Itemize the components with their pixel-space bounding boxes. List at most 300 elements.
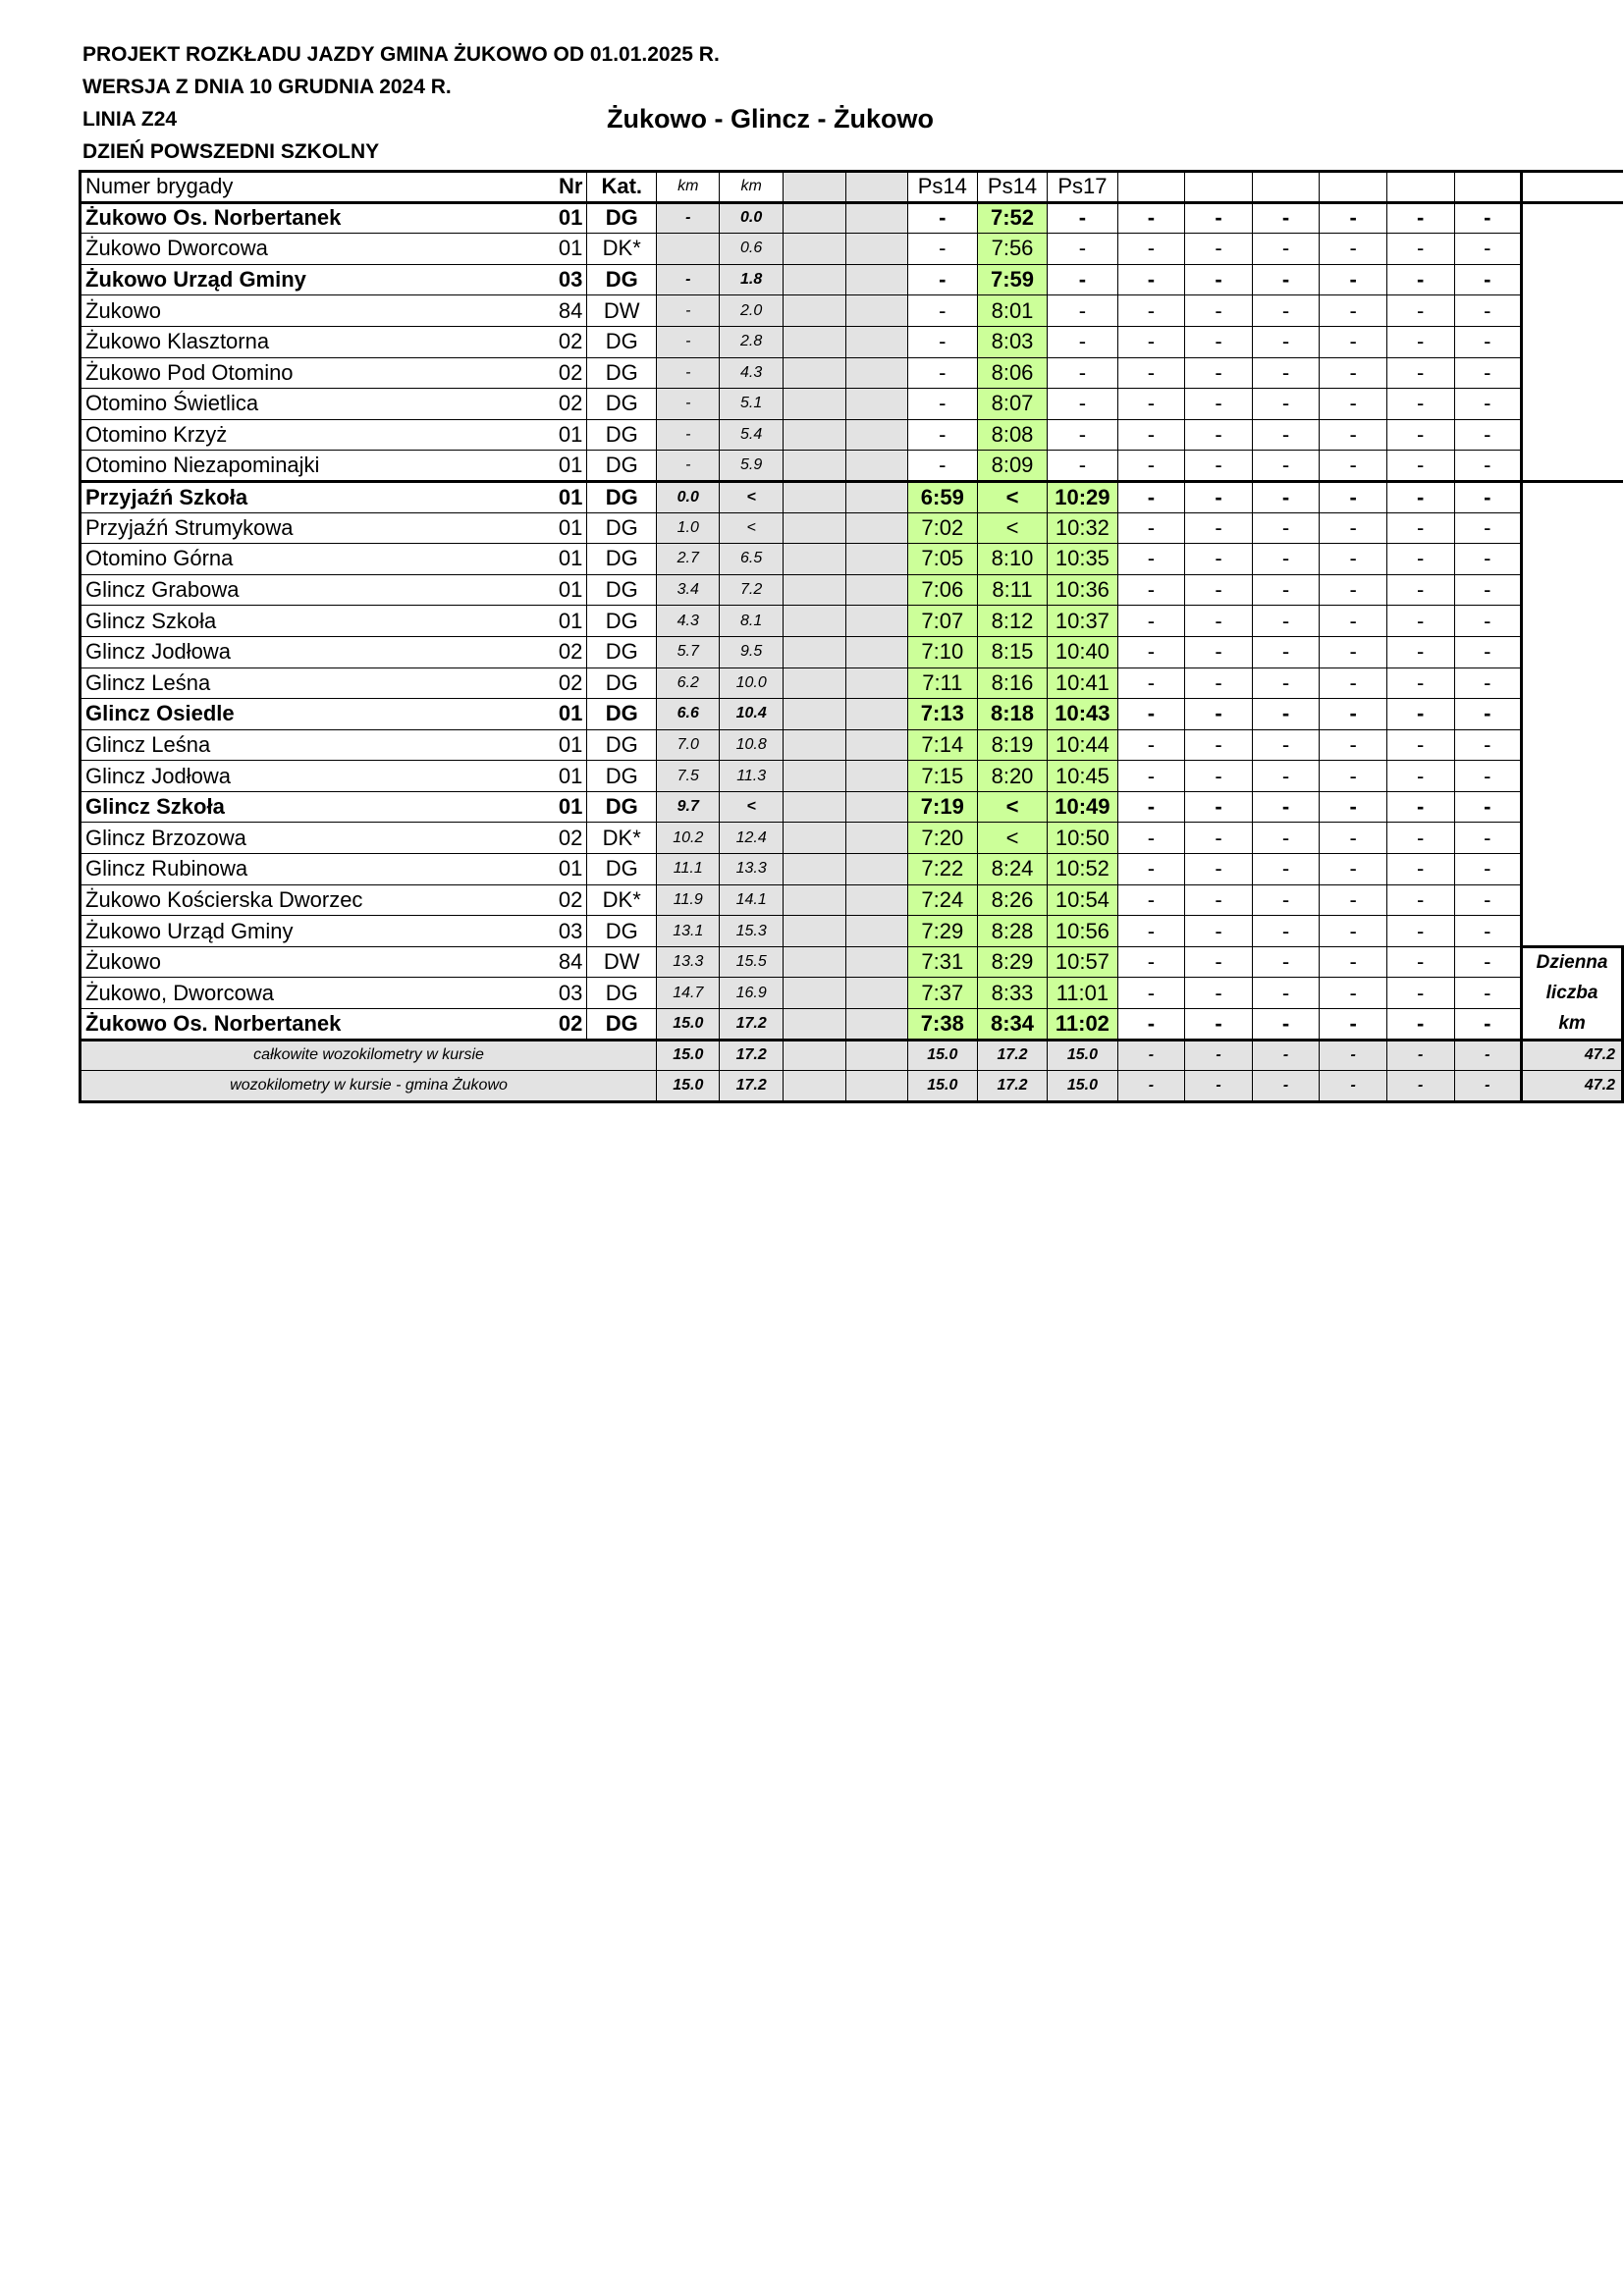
stop-number: 02 [501,357,587,389]
departure-time: - [1252,854,1320,885]
column-header-brigade [1185,172,1253,203]
blank-column-cell [783,978,845,1009]
distance-km1: 11.9 [657,884,720,916]
distance-km2: 15.3 [720,916,783,947]
departure-time: - [1386,1009,1454,1041]
stop-number: 84 [501,295,587,327]
summary-row [81,1071,1623,1102]
departure-time: - [1320,544,1387,575]
departure-time: - [1252,606,1320,637]
stop-number: 03 [501,978,587,1009]
departure-time: 10:37 [1048,606,1118,637]
departure-time: 7:29 [907,916,977,947]
table-row [81,451,1623,482]
departure-time: - [1117,544,1185,575]
daily-km-label: liczba [1522,978,1623,1009]
column-header-brigade [1117,172,1185,203]
departure-time: - [1252,264,1320,295]
summary-trip-km: - [1185,1040,1253,1071]
departure-time: < [977,823,1047,854]
departure-time: 8:18 [977,699,1047,730]
departure-time: 7:13 [907,699,977,730]
departure-time: - [1454,451,1522,482]
departure-time: - [1117,357,1185,389]
empty-cell [1522,761,1623,792]
stop-number: 02 [501,884,587,916]
stop-number: 01 [501,761,587,792]
departure-time: - [1048,451,1118,482]
distance-km2: 0.6 [720,234,783,265]
departure-time: - [1320,729,1387,761]
departure-time: - [1185,667,1253,699]
departure-time: - [1185,295,1253,327]
departure-time: - [1320,791,1387,823]
table-row [81,729,1623,761]
stop-number: 84 [501,946,587,978]
header-day-type: DZIEŃ POWSZEDNI SZKOLNY [82,140,380,163]
departure-time: - [1320,946,1387,978]
stop-category: DG [587,544,657,575]
blank-column-cell [783,823,845,854]
distance-km1: - [657,357,720,389]
blank-column-cell [783,451,845,482]
departure-time: - [1252,791,1320,823]
empty-cell [1522,481,1623,512]
distance-km2: 7.2 [720,574,783,606]
departure-time: - [1252,512,1320,544]
stop-category: DG [587,451,657,482]
stop-number: 01 [501,234,587,265]
departure-time: - [1252,357,1320,389]
stop-category: DG [587,389,657,420]
distance-km1: 14.7 [657,978,720,1009]
distance-km1: - [657,451,720,482]
blank-column-cell [783,916,845,947]
departure-time: 7:10 [907,636,977,667]
blank-column-cell [783,667,845,699]
distance-km2: 12.4 [720,823,783,854]
empty-cell [1522,916,1623,947]
departure-time: - [1048,234,1118,265]
summary-trip-km: - [1117,1040,1185,1071]
departure-time: - [1320,1009,1387,1041]
empty-cell [1522,451,1623,482]
departure-time: - [1185,606,1253,637]
departure-time: - [1185,326,1253,357]
blank-column-cell [846,389,907,420]
empty-cell [1522,202,1623,234]
blank-column-cell [783,606,845,637]
departure-time: - [1117,699,1185,730]
summary-trip-km: 17.2 [977,1040,1047,1071]
column-header-brigade: Ps17 [1048,172,1118,203]
stop-number: 01 [501,202,587,234]
stop-number: 01 [501,419,587,451]
empty-cell [1522,606,1623,637]
departure-time: - [1386,978,1454,1009]
table-row [81,791,1623,823]
stop-number: 01 [501,606,587,637]
departure-time: 8:03 [977,326,1047,357]
table-row [81,264,1623,295]
distance-km1: 5.7 [657,636,720,667]
departure-time: - [1454,636,1522,667]
blank-column-cell [846,916,907,947]
summary-trip-km: - [1117,1071,1185,1102]
distance-km2: 14.1 [720,884,783,916]
departure-time: - [1185,234,1253,265]
departure-time: - [1185,854,1253,885]
table-row [81,667,1623,699]
table-row [81,357,1623,389]
departure-time: - [1117,636,1185,667]
departure-time: 7:31 [907,946,977,978]
departure-time: - [1252,978,1320,1009]
departure-time: - [1454,544,1522,575]
distance-km2: 10.4 [720,699,783,730]
stop-name: Otomino Świetlica [81,389,501,420]
table-row [81,389,1623,420]
table-row [81,606,1623,637]
empty-cell [1522,389,1623,420]
table-row [81,234,1623,265]
departure-time: - [1117,761,1185,792]
summary-trip-km: - [1454,1040,1522,1071]
stop-category: DG [587,481,657,512]
blank-column-cell [846,729,907,761]
empty-cell [1522,729,1623,761]
stop-category: DG [587,854,657,885]
blank-column-cell [846,606,907,637]
stop-name: Otomino Krzyż [81,419,501,451]
distance-km1: 4.3 [657,606,720,637]
departure-time: 7:19 [907,791,977,823]
blank-column-cell [783,295,845,327]
table-row [81,978,1623,1009]
stop-category: DG [587,512,657,544]
distance-km2: 1.8 [720,264,783,295]
departure-time: 10:44 [1048,729,1118,761]
departure-time: - [1320,699,1387,730]
distance-km1: 1.0 [657,512,720,544]
stop-number: 02 [501,667,587,699]
departure-time: - [1252,729,1320,761]
blank-column-cell [846,202,907,234]
summary-trip-km: 15.0 [1048,1071,1118,1102]
column-header-km2: km [720,172,783,203]
stop-name: Żukowo Os. Norbertanek [81,1009,501,1041]
departure-time: 10:41 [1048,667,1118,699]
departure-time: - [1320,636,1387,667]
table-row [81,761,1623,792]
distance-km2: < [720,791,783,823]
stop-name: Przyjaźń Strumykowa [81,512,501,544]
stop-name: Żukowo [81,946,501,978]
departure-time: - [1386,667,1454,699]
distance-km1: 6.6 [657,699,720,730]
stop-category: DK* [587,234,657,265]
table-row [81,512,1623,544]
departure-time: 8:20 [977,761,1047,792]
stop-category: DW [587,946,657,978]
column-header-brigade: Ps14 [907,172,977,203]
departure-time: - [1252,451,1320,482]
departure-time: - [1117,295,1185,327]
departure-time: - [1320,234,1387,265]
blank-column-cell [783,234,845,265]
blank-column-cell [846,946,907,978]
departure-time: 8:06 [977,357,1047,389]
blank-column-cell [783,791,845,823]
departure-time: 7:52 [977,202,1047,234]
departure-time: - [1454,264,1522,295]
daily-km-label: km [1522,1009,1623,1041]
stop-category: DG [587,667,657,699]
departure-time: - [1117,667,1185,699]
stop-name: Żukowo Kościerska Dworzec [81,884,501,916]
summary-km2: 17.2 [720,1071,783,1102]
departure-time: - [1252,481,1320,512]
blank-column-cell [846,574,907,606]
departure-time: - [1454,1009,1522,1041]
departure-time: - [1185,978,1253,1009]
departure-time: 10:50 [1048,823,1118,854]
stop-name: Żukowo Pod Otomino [81,357,501,389]
header-line-number: LINIA Z24 [82,108,178,131]
departure-time: 8:16 [977,667,1047,699]
summary-trip-km: - [1320,1040,1387,1071]
stop-name: Żukowo [81,295,501,327]
table-row [81,699,1623,730]
distance-km2: 16.9 [720,978,783,1009]
stop-name: Glincz Leśna [81,667,501,699]
departure-time: - [1386,884,1454,916]
departure-time: - [1117,978,1185,1009]
departure-time: - [1320,667,1387,699]
departure-time: 7:37 [907,978,977,1009]
blank-column-cell [783,699,845,730]
departure-time: - [1454,389,1522,420]
departure-time: - [1117,823,1185,854]
blank-column-cell [846,854,907,885]
departure-time: 10:45 [1048,761,1118,792]
departure-time: - [1185,419,1253,451]
blank-column-cell [783,574,845,606]
stop-name: Glincz Szkoła [81,606,501,637]
distance-km2: 15.5 [720,946,783,978]
departure-time: - [1185,357,1253,389]
stop-category: DG [587,916,657,947]
departure-time: 7:56 [977,234,1047,265]
departure-time: - [1185,761,1253,792]
blank-column-cell [846,172,907,203]
stop-number: 01 [501,544,587,575]
departure-time: 8:10 [977,544,1047,575]
distance-km1: - [657,389,720,420]
departure-time: - [1454,357,1522,389]
stop-category: DG [587,791,657,823]
departure-time: - [1252,916,1320,947]
distance-km2: 10.8 [720,729,783,761]
table-row [81,946,1623,978]
departure-time: - [1320,295,1387,327]
table-row [81,916,1623,947]
blank-column-cell [846,512,907,544]
blank-column-cell [783,884,845,916]
departure-time: - [1252,667,1320,699]
departure-time: - [907,451,977,482]
departure-time: - [1386,544,1454,575]
empty-cell [1522,574,1623,606]
distance-km2: 8.1 [720,606,783,637]
departure-time: - [1320,761,1387,792]
empty-cell [1522,699,1623,730]
departure-time: - [1117,1009,1185,1041]
distance-km2: 11.3 [720,761,783,792]
table-row [81,295,1623,327]
distance-km1: 10.2 [657,823,720,854]
blank-column-cell [846,1009,907,1041]
departure-time: - [1320,606,1387,637]
departure-time: - [907,357,977,389]
distance-km2: 5.9 [720,451,783,482]
departure-time: - [1252,389,1320,420]
departure-time: 8:34 [977,1009,1047,1041]
stop-name: Glincz Grabowa [81,574,501,606]
departure-time: - [1320,389,1387,420]
stop-name: Żukowo Os. Norbertanek [81,202,501,234]
distance-km1: 3.4 [657,574,720,606]
departure-time: 10:43 [1048,699,1118,730]
table-row [81,1009,1623,1041]
distance-km2: 2.8 [720,326,783,357]
blank-column-cell [783,636,845,667]
departure-time: - [1185,791,1253,823]
departure-time: - [1185,574,1253,606]
departure-time: - [1185,481,1253,512]
distance-km1: 13.3 [657,946,720,978]
departure-time: 7:20 [907,823,977,854]
column-header-nr: Nr [501,172,587,203]
departure-time: 7:14 [907,729,977,761]
departure-time: - [1185,916,1253,947]
stop-number: 01 [501,729,587,761]
departure-time: - [1117,946,1185,978]
stop-category: DG [587,699,657,730]
empty-cell [1522,667,1623,699]
departure-time: - [1320,884,1387,916]
departure-time: - [1454,978,1522,1009]
departure-time: - [1185,512,1253,544]
distance-km2: < [720,481,783,512]
departure-time: - [1320,512,1387,544]
distance-km1: 9.7 [657,791,720,823]
departure-time: - [1386,699,1454,730]
departure-time: - [1386,636,1454,667]
departure-time: - [1117,854,1185,885]
blank-column-cell [846,1040,907,1071]
departure-time: - [1386,916,1454,947]
departure-time: - [1117,234,1185,265]
blank-column-cell [783,202,845,234]
departure-time: 10:52 [1048,854,1118,885]
departure-time: - [1454,574,1522,606]
departure-time: - [1048,419,1118,451]
empty-cell [1522,854,1623,885]
departure-time: - [907,295,977,327]
blank-column-cell [846,234,907,265]
departure-time: - [1386,791,1454,823]
departure-time: - [1048,295,1118,327]
stop-number: 01 [501,451,587,482]
distance-km2: 2.0 [720,295,783,327]
departure-time: - [1252,544,1320,575]
departure-time: - [1454,791,1522,823]
departure-time: - [1454,667,1522,699]
stop-number: 03 [501,264,587,295]
departure-time: 10:57 [1048,946,1118,978]
summary-trip-km: 17.2 [977,1071,1047,1102]
stop-category: DG [587,202,657,234]
departure-time: - [1386,606,1454,637]
summary-trip-km: - [1252,1040,1320,1071]
departure-time: - [1320,326,1387,357]
distance-km2: 9.5 [720,636,783,667]
departure-time: - [1386,854,1454,885]
departure-time: - [1454,946,1522,978]
departure-time: 11:01 [1048,978,1118,1009]
blank-column-cell [783,172,845,203]
table-row [81,636,1623,667]
distance-km1: 13.1 [657,916,720,947]
table-row [81,884,1623,916]
blank-column-cell [783,264,845,295]
blank-column-cell [783,389,845,420]
blank-column-cell [846,791,907,823]
departure-time: 8:29 [977,946,1047,978]
departure-time: - [907,202,977,234]
stop-category: DG [587,419,657,451]
departure-time: 8:12 [977,606,1047,637]
stop-category: DG [587,761,657,792]
departure-time: - [1454,202,1522,234]
departure-time: - [1048,326,1118,357]
departure-time: - [1117,606,1185,637]
departure-time: 10:54 [1048,884,1118,916]
departure-time: - [1386,512,1454,544]
departure-time: - [1320,854,1387,885]
stop-category: DG [587,1009,657,1041]
blank-column-cell [846,481,907,512]
blank-column-cell [783,544,845,575]
table-row [81,854,1623,885]
empty-cell [1522,234,1623,265]
departure-time: - [1320,451,1387,482]
departure-time: - [1185,884,1253,916]
summary-km1: 15.0 [657,1071,720,1102]
column-header-brigade [1386,172,1454,203]
empty-cell [1522,636,1623,667]
distance-km1: 0.0 [657,481,720,512]
departure-time: - [1320,481,1387,512]
departure-time: 7:11 [907,667,977,699]
blank-column-cell [846,451,907,482]
stop-category: DK* [587,823,657,854]
stop-name: Glincz Jodłowa [81,636,501,667]
departure-time: < [977,512,1047,544]
departure-time: - [1320,916,1387,947]
stop-name: Glincz Szkoła [81,791,501,823]
